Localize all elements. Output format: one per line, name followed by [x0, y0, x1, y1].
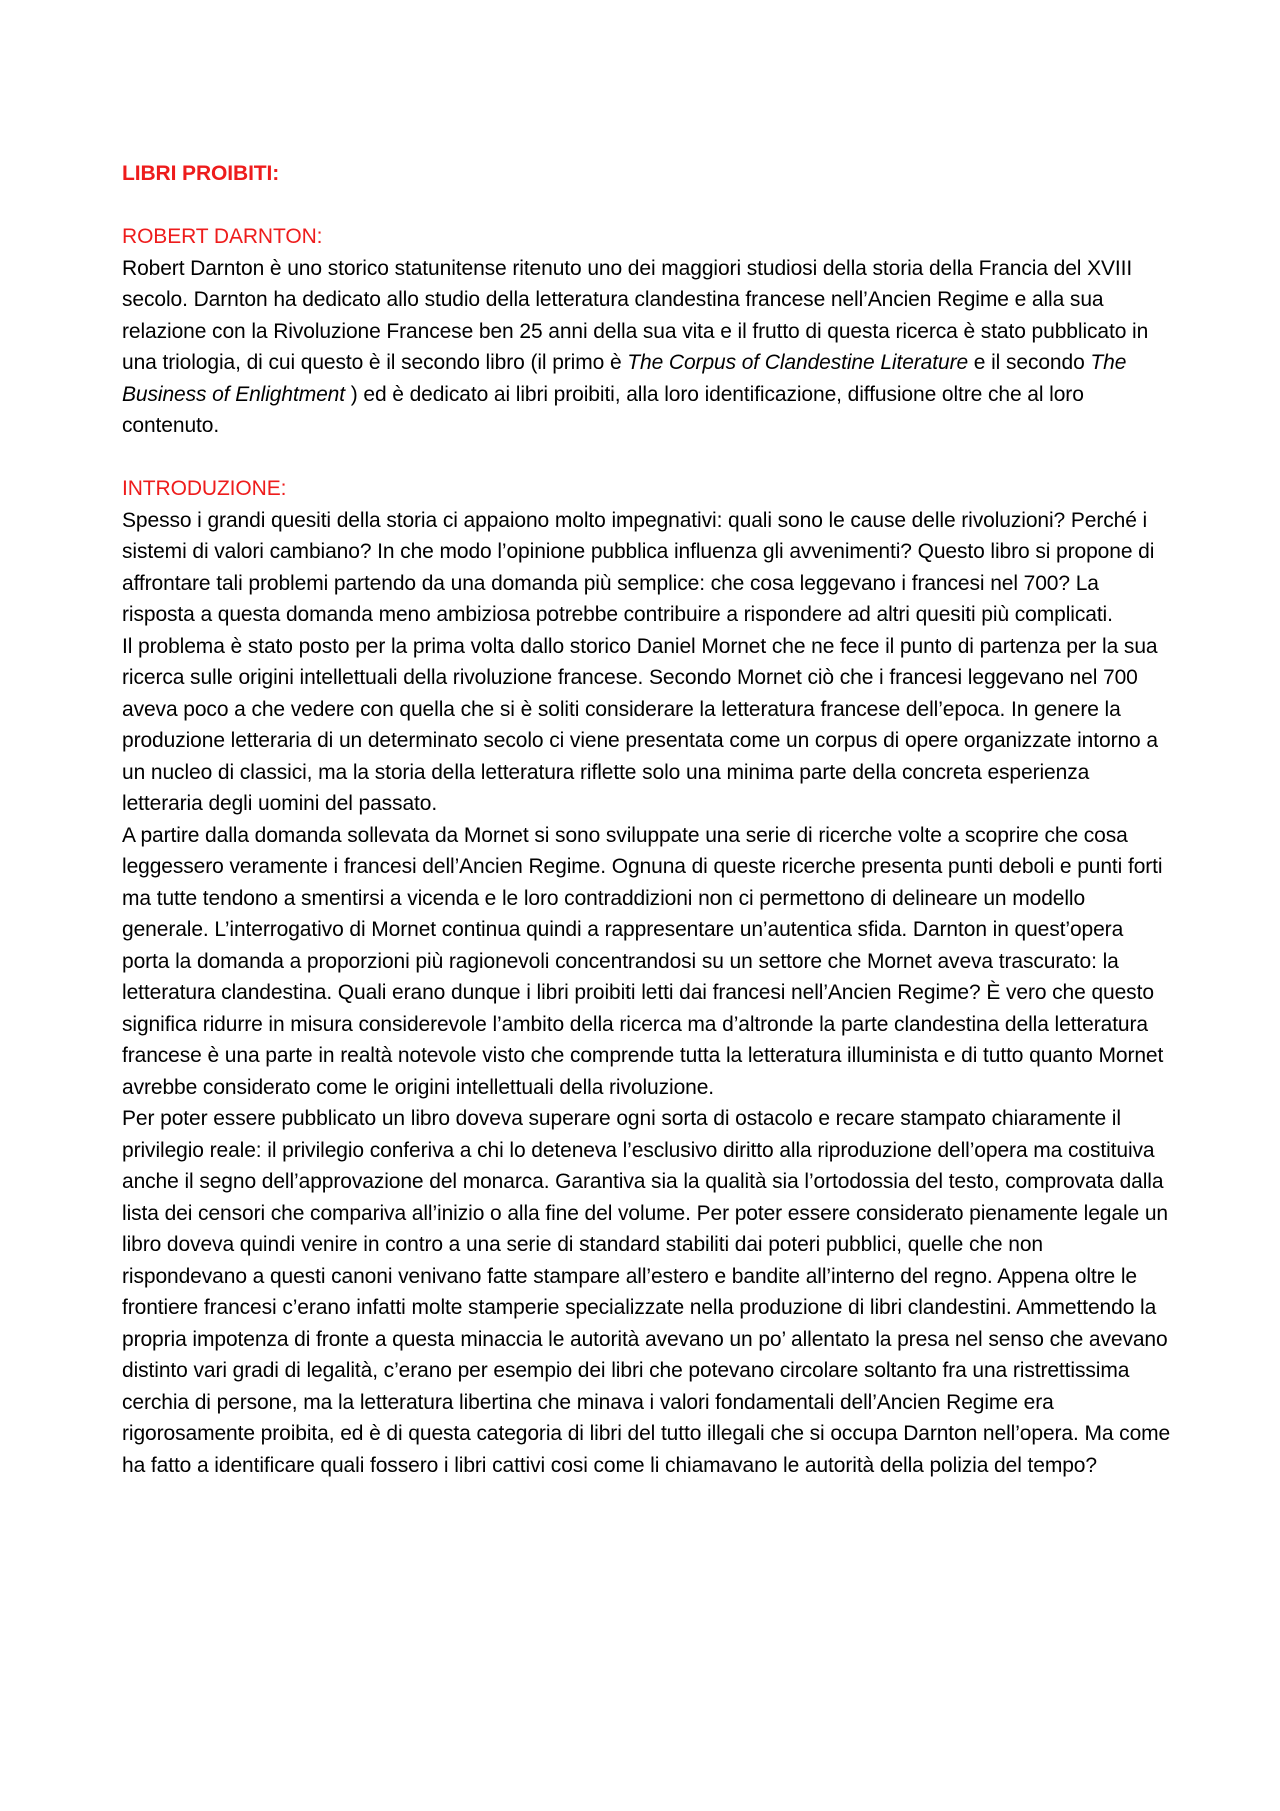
paragraph-text: ) ed è dedicato ai libri proibiti, alla loro identificazione, diffusione oltre che al loro contenuto.: [122, 382, 1084, 437]
paragraph-text: Robert Darnton è uno storico statunitense ritenuto uno dei maggiori studiosi della storia della Francia del XVIII secolo. Darnton ha dedicato allo studio della letteratura clandestina francese nell’Ancien Regime e alla sua relazione con la Rivoluzione Francese ben 25 anni della sua vita e il frutto di questa ricerca è stato pubblicato in una triologia, di cui questo è il secondo libro (il primo è: [122, 256, 1149, 374]
spacer: [122, 190, 1172, 222]
spacer: [122, 442, 1172, 474]
paragraph-intro-4: Per poter essere pubblicato un libro doveva superare ogni sorta di ostacolo e recare stampato chiaramente il privilegio reale: il privilegio conferiva a chi lo deteneva l’esclusivo diritto alla riproduzione dell’opera ma costituiva anche il segno dell’approvazione del monarca. Garantiva sia la qualità sia l’ortodossia del testo, comprovata dalla lista dei censori che compariva all’inizio o alla fine del volume. Per poter essere considerato pienamente legale un libro doveva quindi venire in contro a una serie di standard stabiliti dai poteri pubblici, quelle che non rispondevano a questi canoni venivano fatte stampare all’estero e bandite all’interno del regno. Appena oltre le frontiere francesi c’erano infatti molte stamperie specializzate nella produzione di libri clandestini. Ammettendo la propria impotenza di fronte a questa minaccia le autorità avevano un po’ allentato la presa nel senso che avevano distinto vari gradi di legalità, c’erano per esempio dei libri che potevano circolare soltanto fra una ristrettissima cerchia di persone, ma la letteratura libertina che minava i valori fondamentali dell’Ancien Regime era rigorosamente proibita, ed è di questa categoria di libri del tutto illegali che si occupa Darnton nell’opera. Ma come ha fatto a identificare quali fossero i libri cattivi cosi come li chiamavano le autorità della polizia del tempo?: [122, 1107, 1171, 1477]
section-heading-introduzione: INTRODUZIONE:: [122, 477, 287, 500]
paragraph-intro-3: A partire dalla domanda sollevata da Mornet si sono sviluppate una serie di ricerche volte a scoprire che cosa leggessero veramente i francesi dell’Ancien Regime. Ognuna di queste ricerche presenta punti deboli e punti forti ma tutte tendono a smentirsi a vicenda e le loro contraddizioni non ci permettono di delineare un modello generale. L’interrogativo di Mornet continua quindi a rappresentare un’autentica sfida. Darnton in quest’opera porta la domanda a proporzioni più ragionevoli concentrandosi su un settore che Mornet aveva trascurato: la letteratura clandestina. Quali erano dunque i libri proibiti letti dai francesi nell’Ancien Regime? È vero che questo significa ridurre in misura considerevole l’ambito della ricerca ma d’altronde la parte clandestina della letteratura francese è una parte in realtà notevole visto che comprende tutta la letteratura illuminista e di tutto quanto Mornet avrebbe considerato come le origini intellettuali della rivoluzione.: [122, 823, 1164, 1099]
paragraph-darnton-bio: [122, 253, 1172, 442]
section-heading-robert-darnton: ROBERT DARNTON:: [122, 225, 323, 248]
paragraph-text: e il secondo: [968, 351, 1091, 374]
book-title-italic: The Corpus of Clandestine Literature: [627, 351, 969, 374]
document-title: LIBRI PROIBITI:: [122, 162, 280, 185]
document-content: [122, 158, 1172, 1481]
book-title-italic: The Business of Enlightment: [122, 351, 1127, 406]
paragraph-intro-1: Spesso i grandi quesiti della storia ci appaiono molto impegnativi: quali sono le cause delle rivoluzioni? Perché i sistemi di valori cambiano? In che modo l’opinione pubblica influenza gli avvenimenti? Questo libro si propone di affrontare tali problemi partendo da una domanda più semplice: che cosa leggevano i francesi nel 700? La risposta a questa domanda meno ambiziosa potrebbe contribuire a rispondere ad altri quesiti più complicati.: [122, 508, 1155, 626]
paragraph-intro-2: Il problema è stato posto per la prima volta dallo storico Daniel Mornet che ne fece il punto di partenza per la sua ricerca sulle origini intellettuali della rivoluzione francese. Secondo Mornet ciò che i francesi leggevano nel 700 aveva poco a che vedere con quella che si è soliti considerare la letteratura francese dell’epoca. In genere la produzione letteraria di un determinato secolo ci viene presentata come un corpus di opere organizzate intorno a un nucleo di classici, ma la storia della letteratura riflette solo una minima parte della concreta esperienza letteraria degli uomini del passato.: [122, 634, 1158, 815]
